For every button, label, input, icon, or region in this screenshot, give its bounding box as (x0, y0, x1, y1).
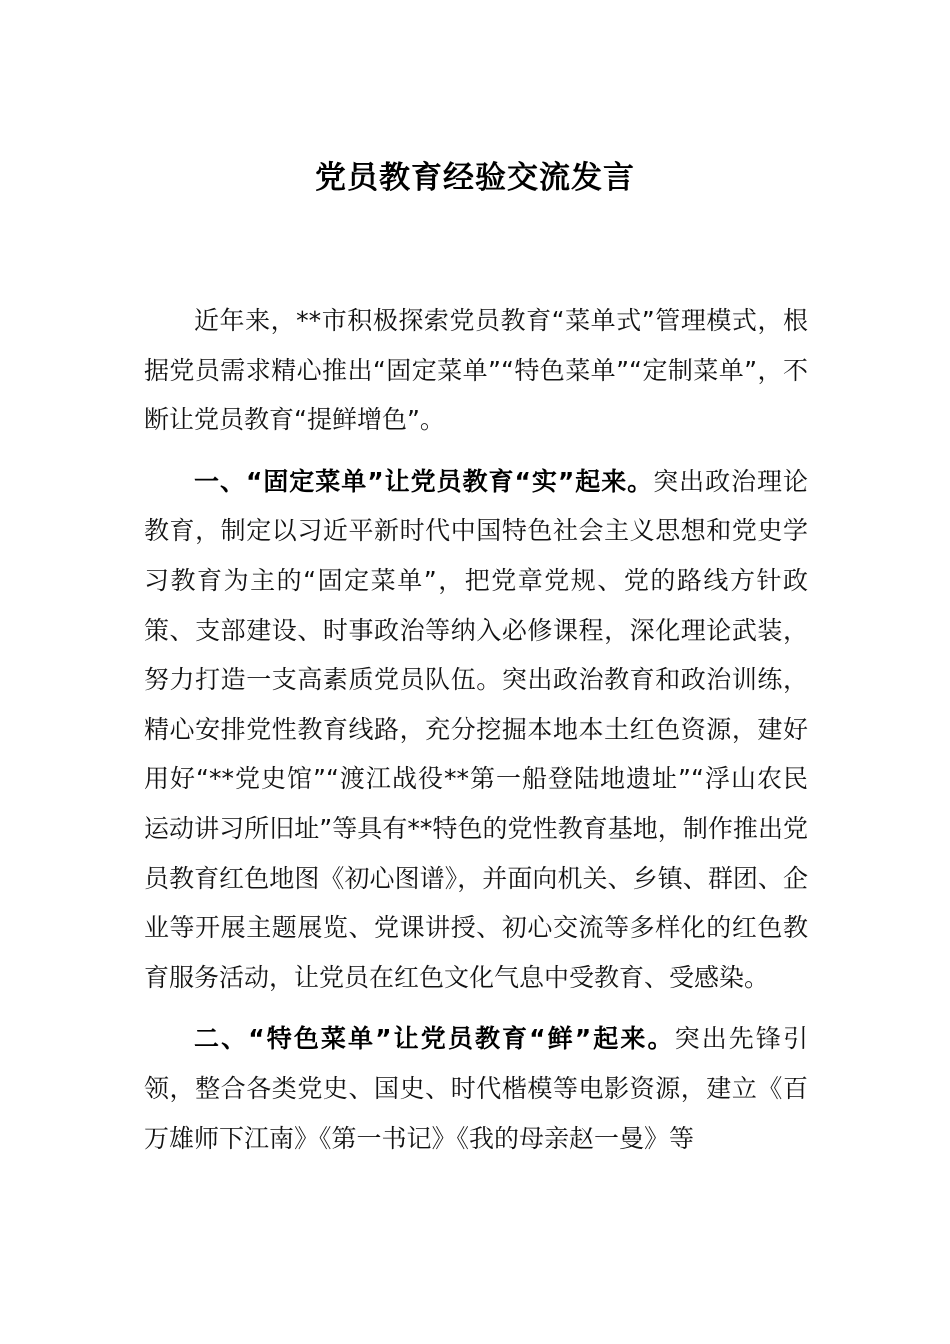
section-1-paragraph (144, 457, 808, 1003)
section-2-text: 突出先锋引领，整合各类党史、国史、时代楷模等电影资源，建立《百万雄师下江南》《第一书记》《我的母亲赵一曼》等 (144, 1024, 808, 1153)
section-2-paragraph (144, 1014, 808, 1163)
section-2-heading: 二、“特色菜单”让党员教育“鲜”起来。 (194, 1024, 675, 1054)
document-title: 党员教育经验交流发言 (315, 160, 635, 196)
intro-paragraph: 近年来，**市积极探索党员教育“菜单式”管理模式，根据党员需求精心推出“固定菜单”“特色菜单”“定制菜单”，不断让党员教育“提鲜增色”。 (144, 306, 808, 435)
document-body (144, 296, 808, 1175)
section-1-text: 突出政治理论教育，制定以习近平新时代中国特色社会主义思想和党史学习教育为主的“固定菜单”，把党章党规、党的路线方针政策、支部建设、时事政治等纳入必修课程，深化理论武装，努力打造一支高素质党员队伍。突出政治教育和政治训练，精心安排党性教育线路，充分挖掘本地本土红色资源，建好用好“**党史馆”“渡江战役**第一船登陆地遗址”“浮山农民运动讲习所旧址”等具有**特色的党性教育基地，制作推出党员教育红色地图《初心图谱》，并面向机关、乡镇、群团、企业等开展主题展览、党课讲授、初心交流等多样化的红色教育服务活动，让党员在红色文化气息中受教育、受感染。 (144, 466, 808, 992)
section-1-heading: 一、“固定菜单”让党员教育“实”起来。 (194, 466, 654, 496)
